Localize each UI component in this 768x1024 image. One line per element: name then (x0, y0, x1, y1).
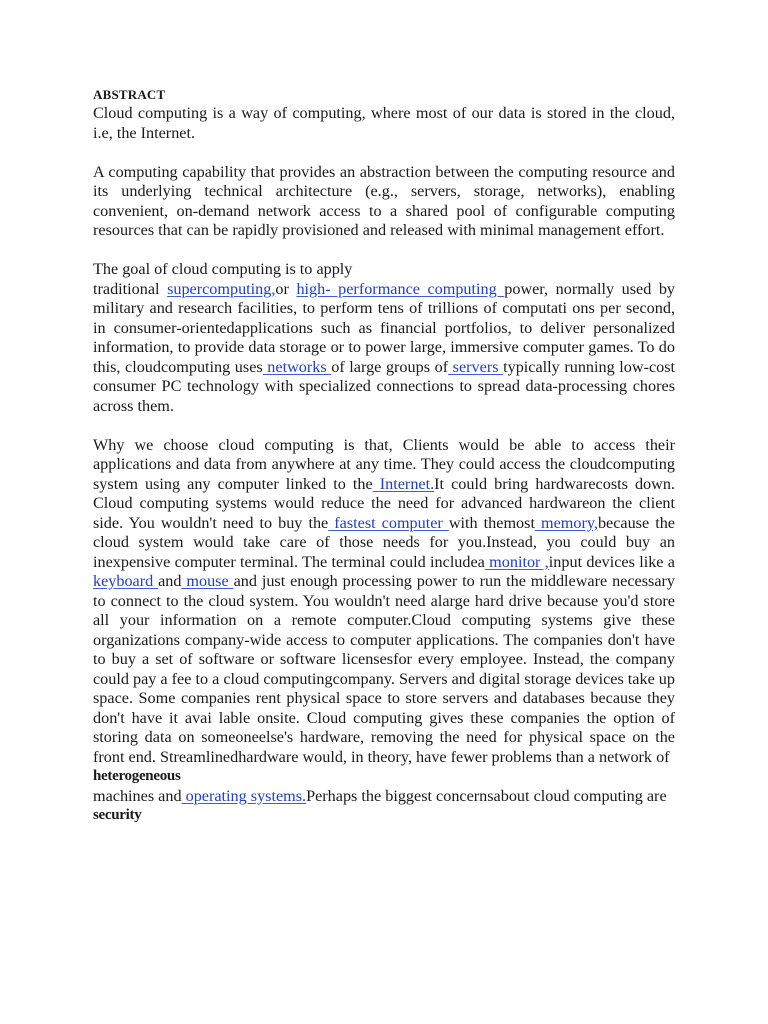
paragraph-goal (93, 280, 675, 417)
paragraph-why-cloud (93, 436, 675, 768)
text-segment: Perhaps the biggest concernsabout cloud computing are (306, 786, 667, 805)
heading-security: security (93, 807, 142, 823)
link-servers[interactable]: servers (448, 357, 504, 376)
abstract-heading: ABSTRACT (93, 87, 166, 102)
text-segment: input devices like a (548, 552, 675, 571)
link-networks[interactable]: networks (262, 357, 332, 376)
text-segment: machines and (93, 786, 182, 805)
text-segment: with themost (448, 513, 535, 532)
text-segment: power, normally used by military and research facilities, to perform tens of trillions of computati ons per second, in consumer-orientedapplications such as financial portfolios, to deliver personalized information, to provide data storage or to power large, immersive computer games. To do this, cloudcomputing uses (93, 279, 676, 376)
link-supercomputing[interactable]: supercomputing, (167, 279, 276, 298)
paragraph-goal-intro: The goal of cloud computing is to apply (93, 260, 353, 278)
link-high-performance-computing[interactable]: high- performance computing (296, 279, 505, 298)
text-segment: traditional (93, 279, 168, 298)
link-fastest-computer[interactable]: fastest computer (328, 513, 449, 532)
paragraph-definition: A computing capability that provides an abstraction between the computing resource and its underlying technical architecture (e.g., servers, storage, networks), enabling convenient, on-demand network access to a shared pool of configurable computing resources that can be rapidly provisioned and released with minimal management effort. (93, 162, 675, 239)
text-segment: It could bring hardwarecosts down. Cloud computing systems would reduce the need for advanced hardwareon the client side. You wouldn't need to buy the (93, 474, 675, 532)
text-segment: because the cloud system would take care of those needs for you.Instead, you could buy an inexpensive computer terminal. The terminal could includea (93, 513, 675, 571)
text-segment: or (275, 279, 297, 298)
paragraph-intro: Cloud computing is a way of computing, where most of our data is stored in the cloud, i.e, the Internet. (93, 104, 675, 142)
link-mouse[interactable]: mouse (181, 572, 234, 590)
link-keyboard[interactable]: keyboard (93, 572, 159, 590)
text-segment: of large groups of (331, 357, 449, 376)
link-monitor[interactable]: monitor , (484, 552, 549, 571)
paragraph-machines (93, 787, 675, 807)
link-internet[interactable]: Internet. (372, 474, 435, 493)
text-segment: typically running low-cost consumer PC technology with specialized connections to spread data-processing chores across them. (93, 357, 676, 415)
link-memory[interactable]: memory, (534, 513, 598, 532)
link-operating-systems[interactable]: operating systems. (181, 786, 307, 805)
text-segment: Why we choose cloud computing is that, Clients would be able to access their applications and data from anywhere at any time. They could access the cloudcomputing system using any computer linked to the (93, 435, 675, 493)
document-page (93, 86, 675, 826)
heading-heterogeneous: heterogeneous (93, 768, 181, 784)
text-segment: and (158, 572, 182, 590)
text-segment: and just enough processing power to run the middleware necessary to connect to the cloud system. You wouldn't need alarge hard drive because you'd store all your information on a remote computer.Cloud computing systems give these organizations company-wide access to computer applications. The companies don't have to buy a set of software or software licensesfor every employee. Instead, the company could pay a fee to a cloud computingcompany. Servers and digital storage devices take up space. Some companies rent physical space to store servers and databases because they don't have it avai lable onsite. Cloud computing gives these companies the option of storing data on someoneelse's hardware, removing the need for physical space on the front end. Streamlinedhardware would, in theory, have fewer problems than a network of (93, 572, 675, 766)
